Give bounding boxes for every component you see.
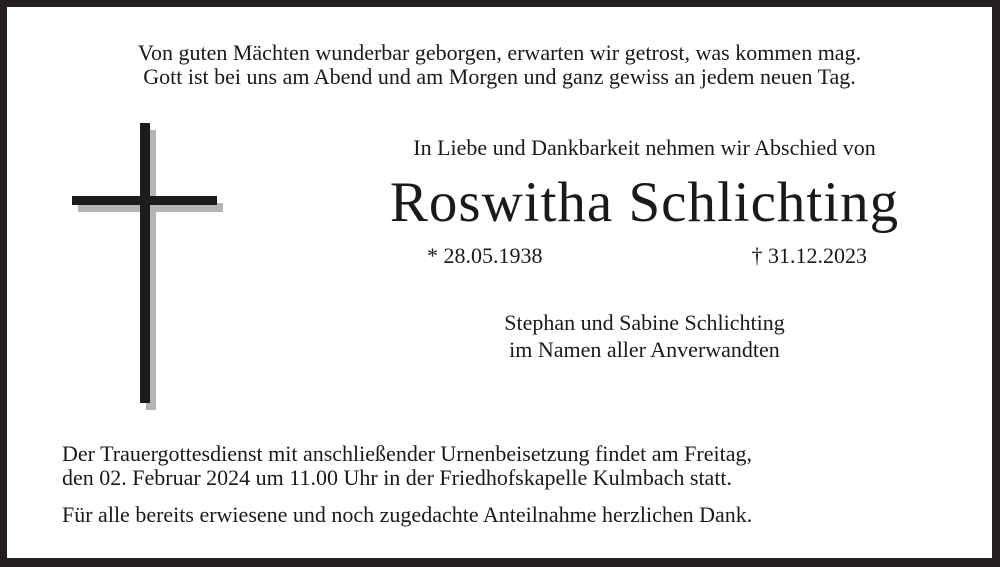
- verse-line-1: Von guten Mächten wunderbar geborgen, erwarten wir getrost, was kommen mag.: [137, 40, 862, 65]
- life-dates: [372, 243, 917, 269]
- verse-line-2: Gott ist bei uns am Abend und am Morgen und ganz gewiss an jedem neuen Tag.: [143, 64, 856, 89]
- service-info: [62, 442, 752, 490]
- deceased-name: Roswitha Schlichting: [389, 171, 900, 234]
- mourners-note: im Namen aller Anverwandten: [509, 337, 780, 362]
- cross-icon: [66, 117, 236, 417]
- announcement-block: [372, 135, 917, 363]
- mourners-block: [372, 309, 917, 363]
- announcement-intro: In Liebe und Dankbarkeit nehmen wir Abschied von: [413, 135, 876, 160]
- service-info-line-2: den 02. Februar 2024 um 11.00 Uhr in der Friedhofskapelle Kulmbach statt.: [62, 465, 733, 490]
- service-info-line-1: Der Trauergottesdienst mit anschließender Urnenbeisetzung findet am Freitag,: [62, 441, 752, 466]
- opening-verse: [7, 41, 992, 89]
- mourner-names: Stephan und Sabine Schlichting: [504, 310, 785, 335]
- thanks-text: Für alle bereits erwiesene und noch zugedachte Anteilnahme herzlichen Dank.: [62, 502, 753, 527]
- death-date: † 31.12.2023: [751, 243, 867, 268]
- birth-date: * 28.05.1938: [427, 243, 543, 268]
